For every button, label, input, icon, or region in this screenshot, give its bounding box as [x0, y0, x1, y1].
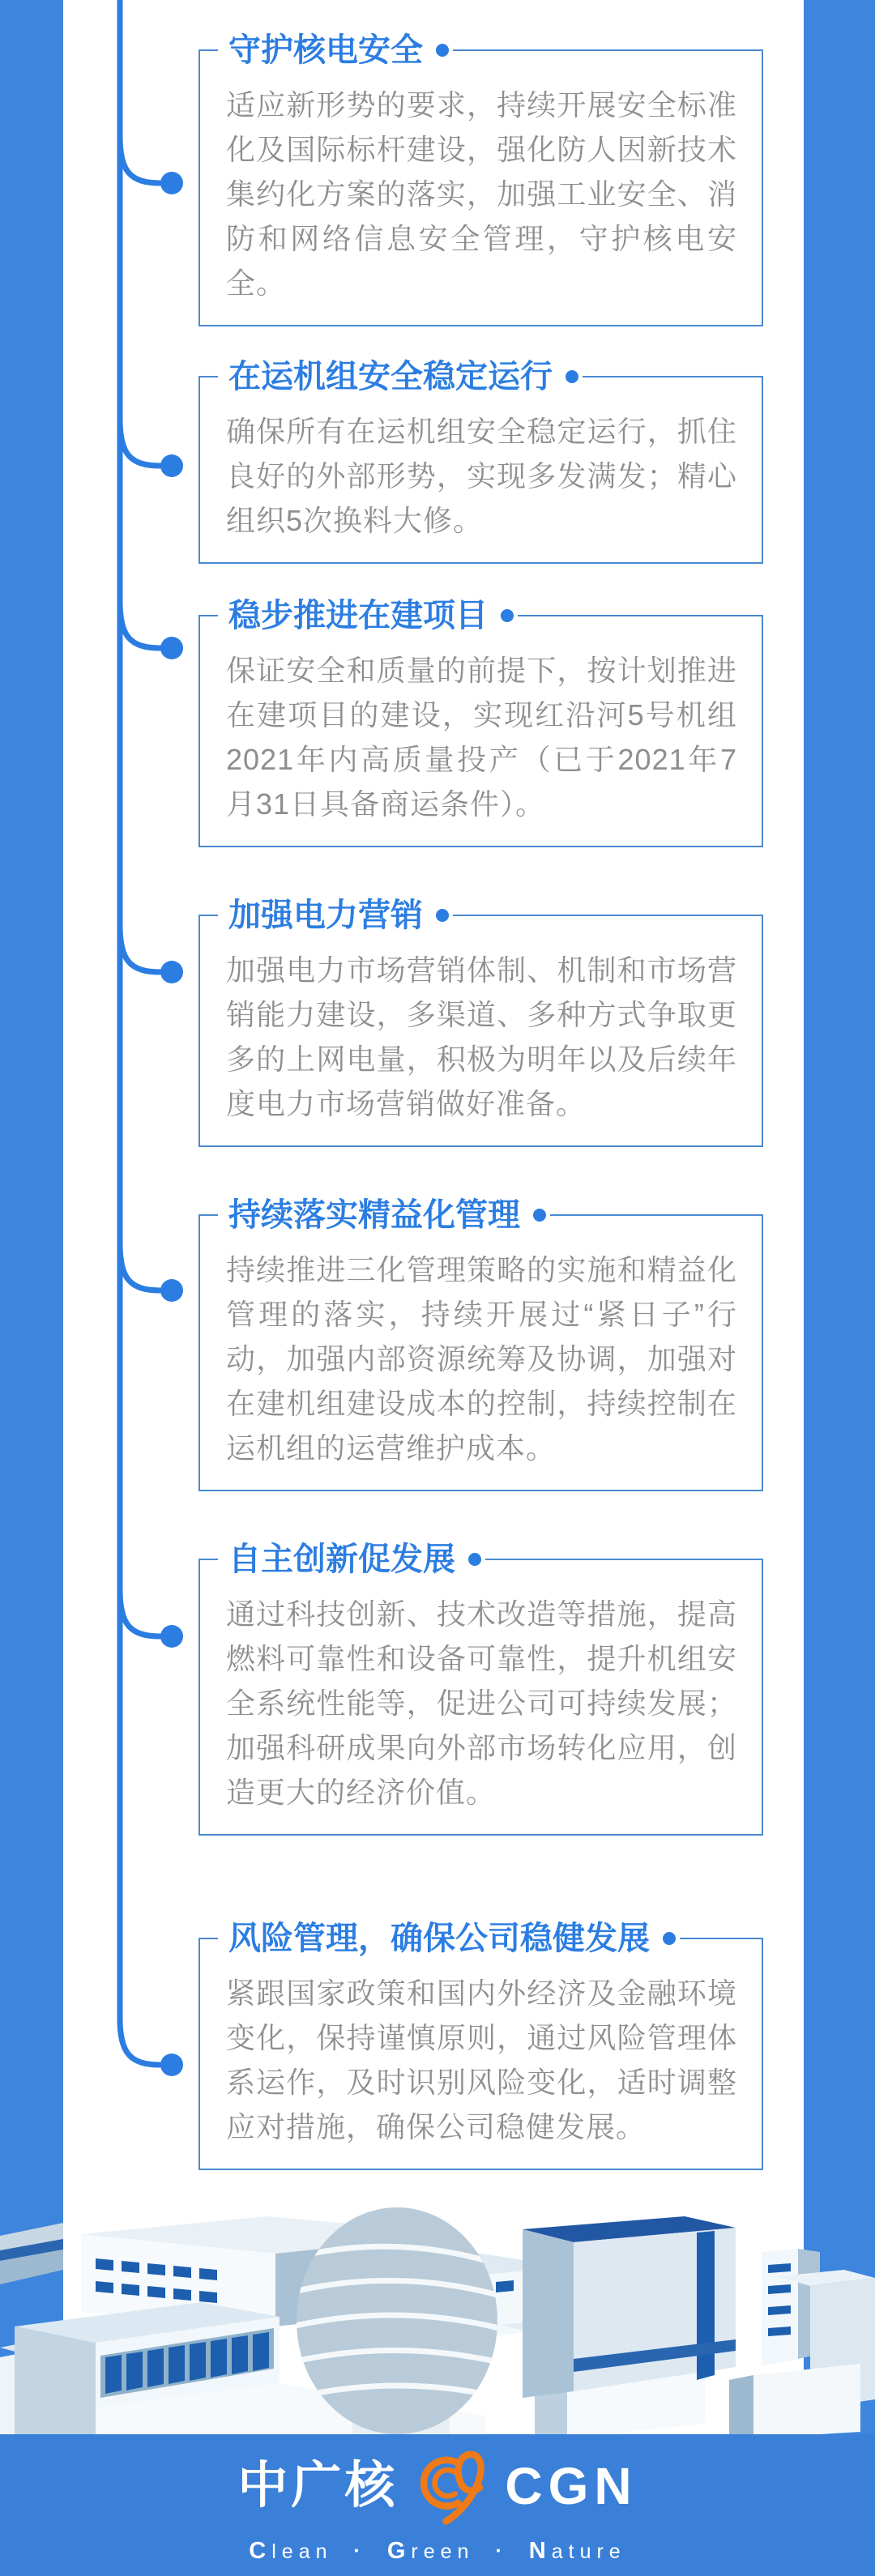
section-body: 适应新形势的要求，持续开展安全标准化及国际标杆建设，强化防人因新技术集约化方案的落实，加强工业安全、消防和网络信息安全管理，守护核电安全。 [226, 88, 737, 300]
section-title: 守护核电安全 [228, 32, 423, 68]
cgn-logo [237, 2446, 637, 2527]
tagline-separator: · [495, 2540, 508, 2562]
timeline-connector [0, 0, 211, 2187]
card-legend [198, 360, 763, 394]
section-body: 确保所有在运机组安全稳定运行，抓住良好的外部形势，实现多发满发；精心组织5次换料大修。 [226, 415, 737, 537]
nuclear-plant-illustration [0, 2155, 875, 2438]
timeline-dot [160, 454, 183, 477]
title-rule [518, 615, 763, 616]
section-body: 紧跟国家政策和国内外经济及金融环境变化，保持谨慎原则，通过风险管理体系运作，及时识别风险变化，适时调整应对措施，确保公司稳健发展。 [226, 1977, 737, 2143]
corner-stub [198, 49, 218, 51]
timeline-dot [160, 1279, 183, 1302]
title-rule [680, 1938, 763, 1939]
title-rule [485, 1559, 763, 1560]
cgn-swirl-icon [409, 2446, 493, 2527]
bullet-dot-icon [566, 370, 578, 383]
section-card-lean-management [198, 1197, 763, 1491]
section-body: 持续推进三化管理策略的实施和精益化管理的落实，持续开展过“紧日子”行动，加强内部资源统筹及协调，加强对在建机组建设成本的控制，持续控制在运机组的运营维护成本。 [226, 1253, 737, 1465]
bullet-dot-icon [436, 909, 449, 922]
section-card-risk-management [198, 1921, 763, 2170]
card-legend [198, 599, 763, 633]
corner-stub [198, 1938, 218, 1939]
title-rule [583, 376, 763, 377]
bullet-dot-icon [533, 1209, 546, 1222]
section-title: 风险管理，确保公司稳健发展 [228, 1921, 650, 1956]
logo-latin-text: CGN [505, 2457, 638, 2515]
section-body: 通过科技创新、技术改造等措施，提高燃料可靠性和设备可靠性，提升机组安全系统性能等，促进公司可持续发展；加强科研成果向外部市场转化应用，创造更大的经济价值。 [226, 1597, 737, 1809]
section-body: 加强电力市场营销体制、机制和市场营销能力建设，多渠道、多种方式争取更多的上网电量，积极为明年以及后续年度电力市场营销做好准备。 [226, 953, 737, 1120]
corner-stub [198, 915, 218, 916]
section-title: 加强电力营销 [228, 898, 423, 933]
section-title: 在运机组安全稳定运行 [228, 359, 553, 395]
timeline-dot [160, 2054, 183, 2076]
tagline-word: Green [386, 2538, 475, 2564]
corner-stub [198, 376, 218, 377]
card-legend [198, 33, 763, 67]
section-card-construction [198, 598, 763, 847]
section-title: 持续落实精益化管理 [228, 1197, 520, 1233]
title-rule [453, 915, 763, 916]
corner-stub [198, 1559, 218, 1560]
corner-stub [198, 615, 218, 616]
bullet-dot-icon [436, 44, 449, 57]
logo-chinese-text: 中广核 [237, 2458, 399, 2514]
bullet-dot-icon [468, 1553, 481, 1566]
section-title: 稳步推进在建项目 [228, 598, 488, 633]
card-legend [198, 1198, 763, 1232]
footer-band [0, 2434, 875, 2576]
card-legend [198, 1921, 763, 1955]
corner-stub [198, 1214, 218, 1216]
bullet-dot-icon [501, 609, 514, 622]
logo-tagline [249, 2538, 625, 2565]
title-rule [550, 1214, 763, 1216]
timeline-dot [160, 961, 183, 983]
timeline-dot [160, 172, 183, 194]
section-card-operating-units [198, 359, 763, 564]
card-legend [198, 1542, 763, 1576]
tagline-separator: · [353, 2540, 366, 2562]
section-card-safety [198, 32, 763, 326]
section-title: 自主创新促发展 [228, 1542, 455, 1577]
section-card-marketing [198, 898, 763, 1147]
bullet-dot-icon [663, 1932, 676, 1945]
section-body: 保证安全和质量的前提下，按计划推进在建项目的建设，实现红沿河5号机组2021年内高质量投产（已于2021年7月31日具备商运条件）。 [226, 654, 737, 821]
title-rule [453, 49, 763, 51]
section-card-innovation [198, 1542, 763, 1836]
tagline-word: Clean [249, 2538, 333, 2564]
timeline-dot [160, 1625, 183, 1648]
card-legend [198, 898, 763, 932]
tagline-word: Nature [528, 2538, 626, 2564]
timeline-dot [160, 637, 183, 659]
